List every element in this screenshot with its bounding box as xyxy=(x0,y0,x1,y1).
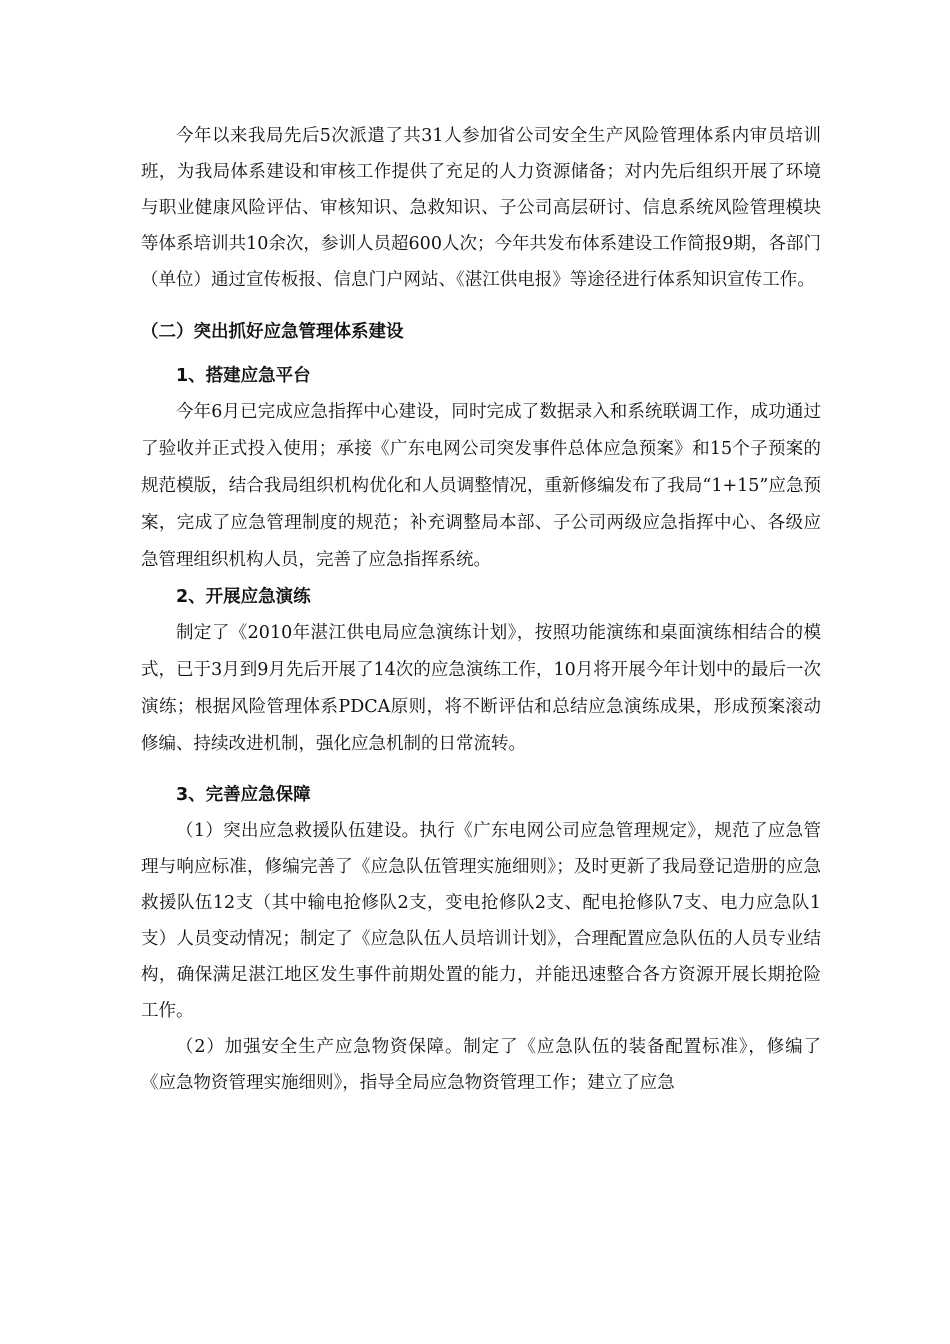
subsection-heading-support: 3、完善应急保障 xyxy=(176,785,311,805)
paragraph-platform: 今年6月已完成应急指挥中心建设，同时完成了数据录入和系统联调工作，成功通过了验收并正式投入使用；承接《广东电网公司突发事件总体应急预案》和15个子预案的规范模版，结合我局组织机构优化和人员调整情况，重新修编发布了我局“1+15”应急预案，完成了应急管理制度的规范；补充调整局本部、子公司两级应急指挥中心、各级应急管理组织机构人员，完善了应急指挥系统。 xyxy=(141,402,821,570)
paragraph-drills: 制定了《2010年湛江供电局应急演练计划》，按照功能演练和桌面演练相结合的模式，已于3月到9月先后开展了14次的应急演练工作，10月将开展今年计划中的最后一次演练；根据风险管理体系PDCA原则，将不断评估和总结应急演练成果，形成预案滚动修编、持续改进机制，强化应急机制的日常流转。 xyxy=(141,623,821,754)
paragraph-materials: （2）加强安全生产应急物资保障。制定了《应急队伍的装备配置标准》，修编了《应急物资管理实施细则》，指导全局应急物资管理工作；建立了应急 xyxy=(141,1037,821,1093)
paragraph-training: 今年以来我局先后5次派遣了共31人参加省公司安全生产风险管理体系内审员培训班，为我局体系建设和审核工作提供了充足的人力资源储备；对内先后组织开展了环境与职业健康风险评估、审核知识、急救知识、子公司高层研讨、信息系统风险管理模块等体系培训共10余次，参训人员超600人次；今年共发布体系建设工作简报9期，各部门（单位）通过宣传板报、信息门户网站、《湛江供电报》等途径进行体系知识宣传工作。 xyxy=(141,126,821,290)
section-heading-emergency-management: （二）突出抓好应急管理体系建设 xyxy=(141,322,404,342)
paragraph-rescue-teams: （1）突出应急救援队伍建设。执行《广东电网公司应急管理规定》，规范了应急管理与响应标准，修编完善了《应急队伍管理实施细则》；及时更新了我局登记造册的应急救援队伍12支（其中输电抢修队2支，变电抢修队2支、配电抢修队7支、电力应急队1支）人员变动情况；制定了《应急队伍人员培训计划》，合理配置应急队伍的人员专业结构，确保满足湛江地区发生事件前期处置的能力，并能迅速整合各方资源开展长期抢险工作。 xyxy=(141,821,821,1021)
document-body xyxy=(141,118,821,1101)
subsection-heading-drills: 2、开展应急演练 xyxy=(176,587,311,607)
subsection-heading-platform: 1、搭建应急平台 xyxy=(176,366,311,386)
